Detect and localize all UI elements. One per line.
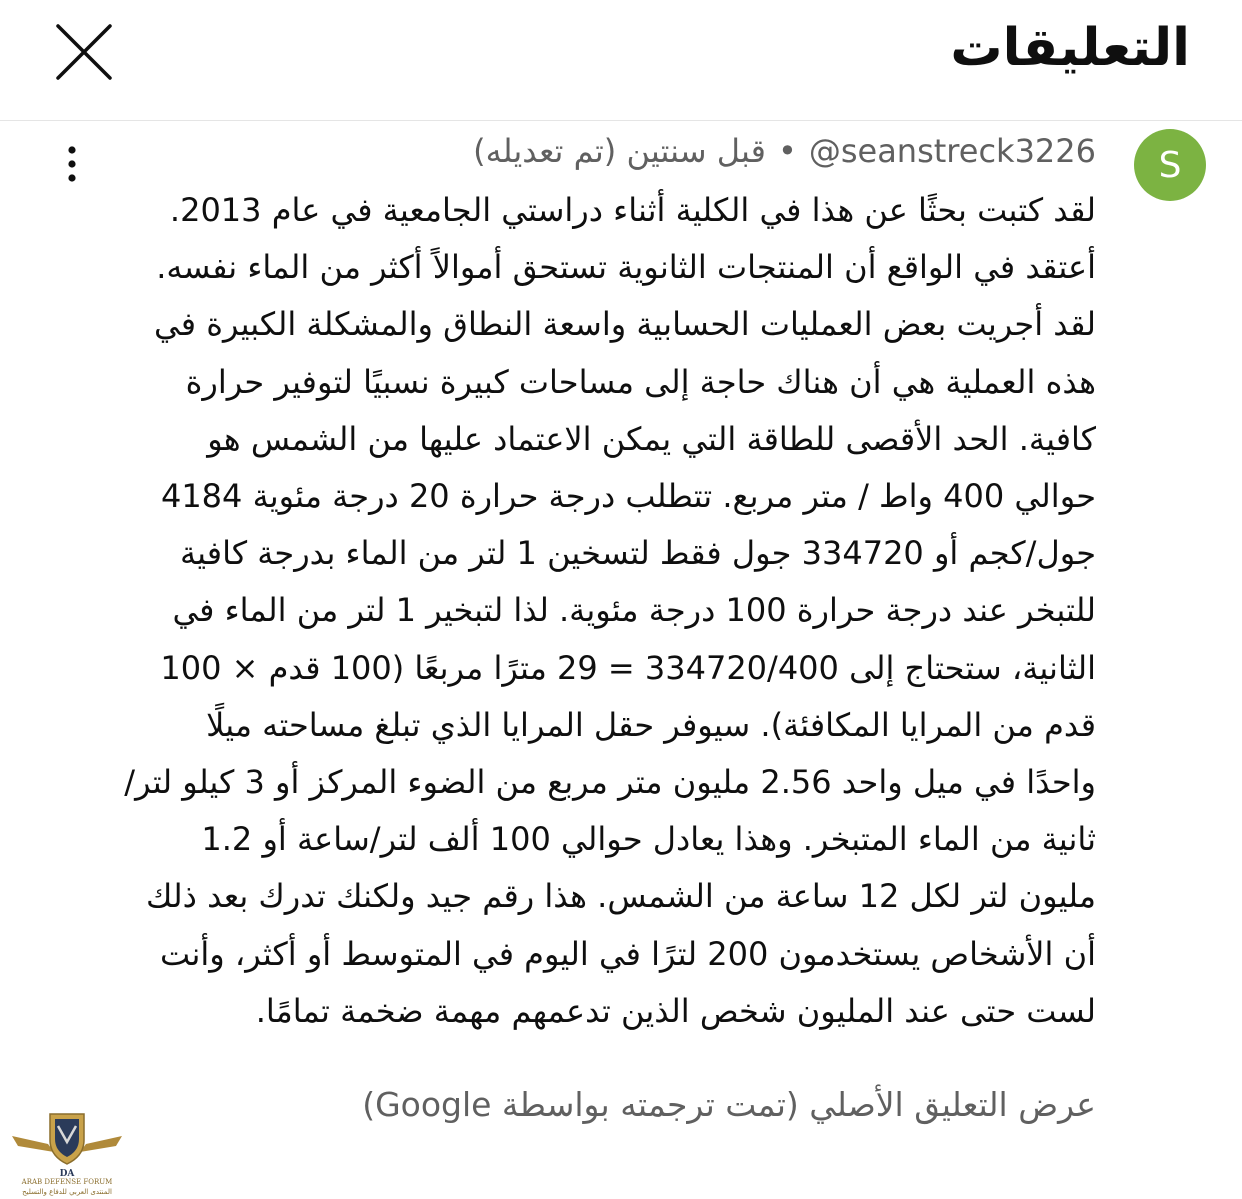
comment-line: أن الأشخاص يستخدمون 200 لترًا في اليوم في المتوسط أو أكثر، وأنت xyxy=(160,934,1096,973)
watermark-text-arabic: المنتدى العربي للدفاع والتسليح xyxy=(22,1188,112,1196)
comment-line: جول/كجم أو 334720 جول فقط لتسخين 1 لتر من الماء بدرجة كافية xyxy=(179,534,1096,573)
close-button[interactable] xyxy=(48,16,120,88)
edited-label: (تم تعديله) xyxy=(473,132,617,170)
meta-separator: • xyxy=(777,132,797,170)
author-handle[interactable]: @seanstreck3226 xyxy=(808,132,1096,170)
arab-defense-forum-logo xyxy=(8,1106,126,1178)
comment-time: قبل سنتين xyxy=(626,132,766,170)
comment-line: واحدًا في ميل واحد 2.56 مليون متر مربع من الضوء المركز أو 3 كيلو لتر/ xyxy=(124,763,1096,802)
more-options-button[interactable] xyxy=(52,140,92,188)
comment-line: قدم من المرايا المكافئة). سيوفر حقل المرايا الذي تبلغ مساحته ميلًا xyxy=(206,705,1096,744)
comment-line: لقد أجريت بعض العمليات الحسابية واسعة النطاق والمشكلة الكبيرة في xyxy=(154,305,1096,344)
comment-line: كافية. الحد الأقصى للطاقة التي يمكن الاعتماد عليها من الشمس هو xyxy=(207,419,1096,458)
watermark-text: ARAB DEFENSE FORUM xyxy=(21,1178,113,1186)
comment-line: مليون لتر لكل 12 ساعة من الشمس. هذا رقم جيد ولكنك تدرك بعد ذلك xyxy=(145,877,1096,916)
panel-title: التعليقات xyxy=(950,18,1190,78)
comment-line: أعتقد في الواقع أن المنتجات الثانوية تستحق أموالاً أكثر من الماء نفسه. xyxy=(156,248,1096,287)
comment-line: للتبخر عند درجة حرارة 100 درجة مئوية. لذا لتبخير 1 لتر من الماء في xyxy=(172,591,1096,630)
comment-line: الثانية، ستحتاج إلى 334720/400 = 29 مترًا مربعًا (100 قدم × 100 xyxy=(160,648,1096,687)
close-icon xyxy=(48,16,120,88)
svg-text:DA: DA xyxy=(59,1169,75,1178)
comment-line: حوالي 400 واط / متر مربع. تتطلب درجة حرارة 20 درجة مئوية 4184 xyxy=(160,477,1096,516)
comment-line: ثانية من الماء المتبخر. وهذا يعادل حوالي 100 ألف لتر/ساعة أو 1.2 xyxy=(201,820,1096,859)
comments-header xyxy=(0,0,1242,121)
comment-meta xyxy=(276,128,1096,174)
watermark xyxy=(8,1106,126,1198)
comment-line: هذه العملية هي أن هناك حاجة إلى مساحات كبيرة نسبيًا لتوفير حرارة xyxy=(185,362,1096,401)
comment-line: لست حتى عند المليون شخص الذين تدعمهم مهمة ضخمة تمامًا. xyxy=(255,991,1096,1030)
more-vertical-icon xyxy=(52,140,92,188)
comment-text xyxy=(76,182,1096,1040)
comment-line: لقد كتبت بحثًا عن هذا في الكلية أثناء دراستي الجامعية في عام 2013. xyxy=(169,191,1096,229)
view-original-link[interactable]: عرض التعليق الأصلي (تمت ترجمته بواسطة Google) xyxy=(362,1085,1096,1124)
avatar[interactable]: S xyxy=(1134,129,1206,201)
